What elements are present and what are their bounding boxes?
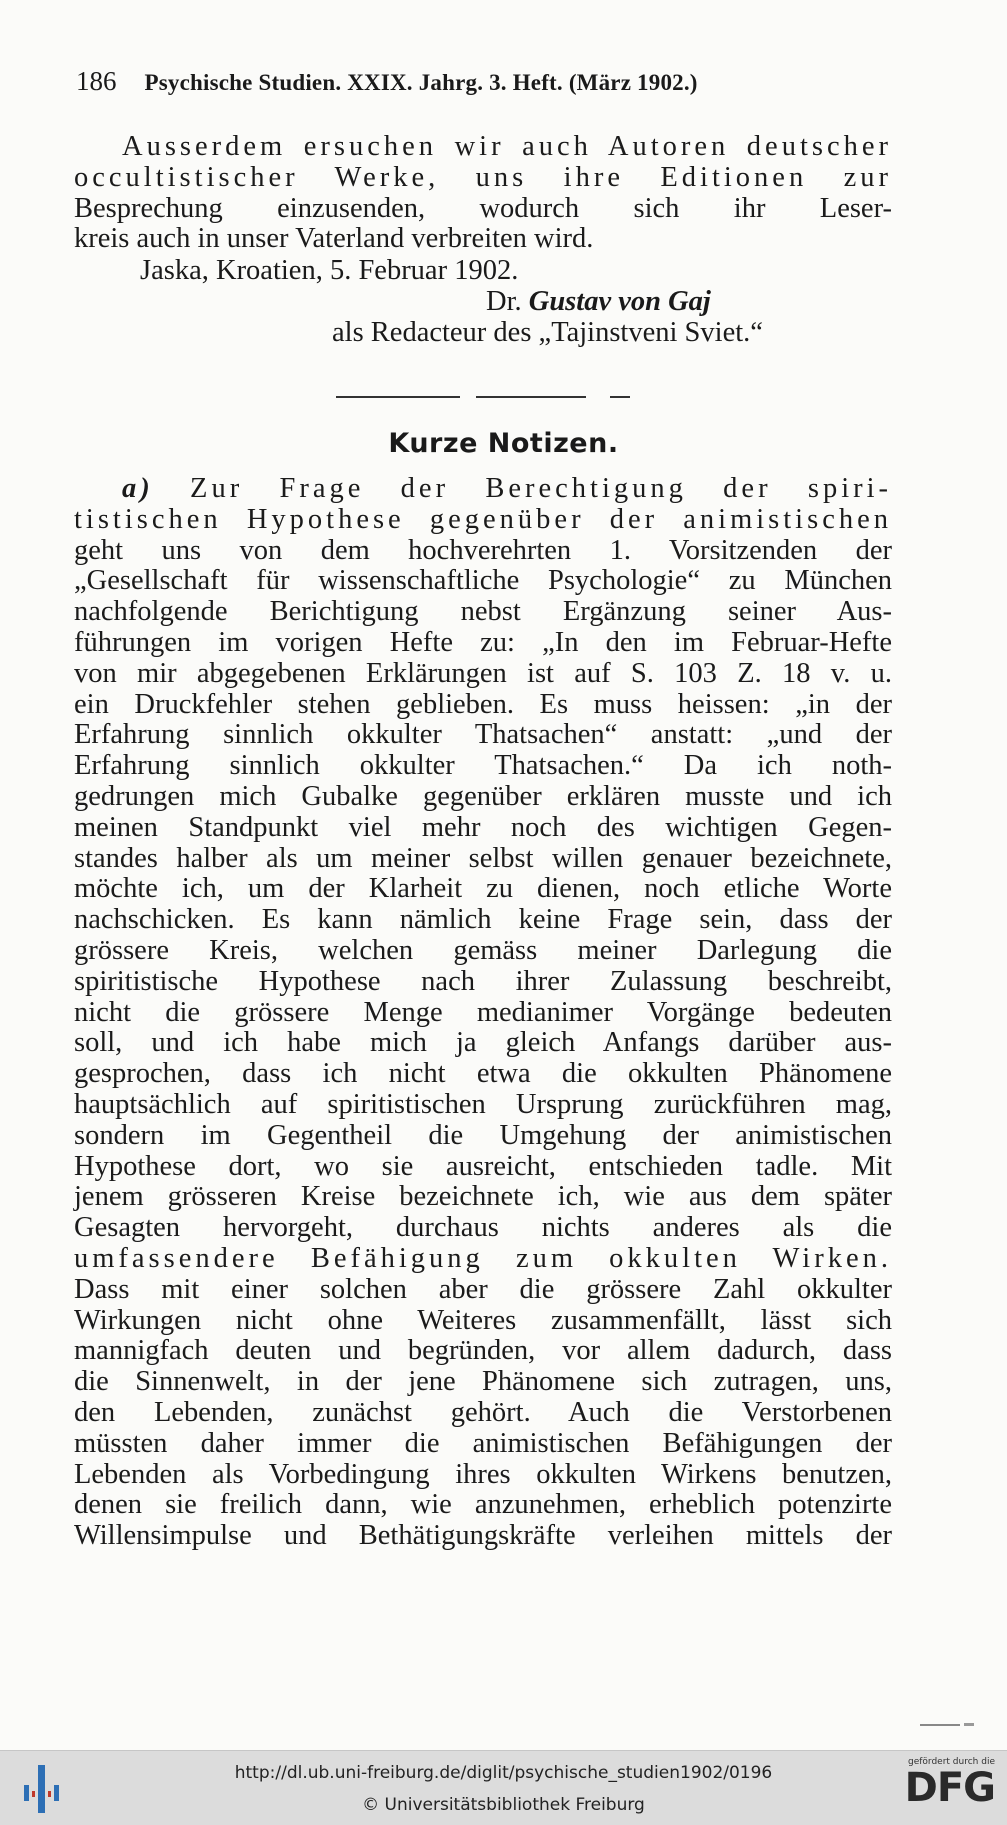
page-number: 186 [76,66,117,96]
signature [486,286,711,318]
body-line: Wirkungen nicht ohne Weiteres zusammenfällt, lässt sich [74,1304,892,1336]
separator-rule [476,396,586,398]
signature-name: Gustav von Gaj [528,286,711,317]
intro-paragraph [74,132,892,255]
separator-rule [610,396,630,398]
intro-line: Besprechung einzusenden, wodurch sich ihr Leser- [74,192,892,224]
signature-prefix: Dr. [486,286,522,317]
copyright-notice: © Universitätsbibliothek Freiburg [362,1795,645,1815]
running-header [76,66,846,102]
item-marker: a) [122,473,154,504]
body-line: Erfahrung sinnlich okkulter Thatsachen“ anstatt: „und der [74,719,892,751]
body-line: a) Zur Frage der Berechtigung der spiri- [122,473,893,504]
body-line: Gesagten hervorgeht, durchaus nichts anderes als die [74,1212,892,1244]
intro-line: kreis auch in unser Vaterland verbreiten wird. [74,223,594,255]
body-line: führungen im vorigen Hefte zu: „In den im Februar-Hefte [74,626,892,658]
place-date: Jaska, Kroatien, 5. Februar 1902. [140,255,519,286]
intro-line: occultistischer Werke, uns ihre Editionen zur [74,161,892,193]
running-title: Psychische Studien. XXIX. Jahrg. 3. Heft. (März 1902.) [144,70,698,95]
body-line: jenem grösseren Kreise bezeichnete ich, wie aus dem später [74,1181,892,1213]
intro-line: Ausserdem ersuchen wir auch Autoren deutscher [122,131,892,162]
separator-rule [336,396,460,398]
body-line: sondern im Gegentheil die Umgehung der animistischen [74,1119,892,1151]
body-line: hauptsächlich auf spiritistischen Ursprung zurückführen mag, [74,1088,892,1120]
body-line: die Sinnenwelt, in der jene Phänomene sich zutragen, uns, [74,1366,892,1398]
body-line: gesprochen, dass ich nicht etwa die okkulten Phänomene [74,1058,892,1090]
body-line: mannigfach deuten und begründen, vor allem dadurch, dass [74,1335,892,1367]
scan-speckle [920,1722,976,1728]
body-line: nicht die grössere Menge medianimer Vorgänge bedeuten [74,996,892,1028]
section-title: Kurze Notizen. [388,428,619,459]
body-line: meinen Standpunkt viel mehr noch des wichtigen Gegen- [74,811,892,843]
body-line: müssten daher immer die animistischen Befähigungen der [74,1427,892,1459]
signature-role: als Redacteur des „Tajinstveni Sviet.“ [332,317,763,348]
body-line: „Gesellschaft für wissenschaftliche Psychologie“ zu München [74,565,892,597]
body-line: denen sie freilich dann, wie anzunehmen, erheblich potenzirte [74,1489,892,1521]
body-line: tistischen Hypothese gegenüber der animistischen [74,503,892,535]
body-line: soll, und ich habe mich ja gleich Anfangs darüber aus- [74,1027,892,1059]
body-line: umfassendere Befähigung zum okkulten Wirken. [74,1242,892,1274]
notice-body [74,474,892,1552]
body-line: Willensimpulse und Bethätigungskräfte verleihen mittels der [74,1520,892,1552]
body-line: geht uns von dem hochverehrten 1. Vorsitzenden der [74,534,892,566]
body-line: Hypothese dort, wo sie ausreicht, entschieden tadle. Mit [74,1150,892,1182]
body-line: gedrungen mich Gubalke gegenüber erklären musste und ich [74,780,892,812]
body-line: grössere Kreis, welchen gemäss meiner Darlegung die [74,934,892,966]
dfg-logo[interactable] [887,1757,995,1821]
body-line: den Lebenden, zunächst gehört. Auch die Verstorbenen [74,1396,892,1428]
body-line: möchte ich, um der Klarheit zu dienen, noch etliche Worte [74,873,892,905]
body-line: spiritistische Hypothese nach ihrer Zulassung beschreibt, [74,965,892,997]
source-url-link[interactable]: http://dl.ub.uni-freiburg.de/diglit/psychische_studien1902/0196 [234,1763,773,1783]
footer-bar [0,1750,1007,1825]
body-line: nachfolgende Berichtigung nebst Ergänzung seiner Aus- [74,596,892,628]
body-line: Lebenden als Vorbedingung ihres okkulten Wirkens benutzen, [74,1458,892,1490]
body-line: nachschicken. Es kann nämlich keine Frage sein, dass der [74,904,892,936]
body-line: ein Druckfehler stehen geblieben. Es muss heissen: „in der [74,688,892,720]
body-line: Dass mit einer solchen aber die grössere Zahl okkulter [74,1273,892,1305]
dfg-wordmark: DFG [904,1765,995,1811]
dfg-funding-note: gefördert durch die [908,1757,995,1767]
body-line: von mir abgegebenen Erklärungen ist auf S. 103 Z. 18 v. u. [74,657,892,689]
body-line: Erfahrung sinnlich okkulter Thatsachen.“ Da ich noth- [74,750,892,782]
body-line: standes halber als um meiner selbst willen genauer bezeichnete, [74,842,892,874]
